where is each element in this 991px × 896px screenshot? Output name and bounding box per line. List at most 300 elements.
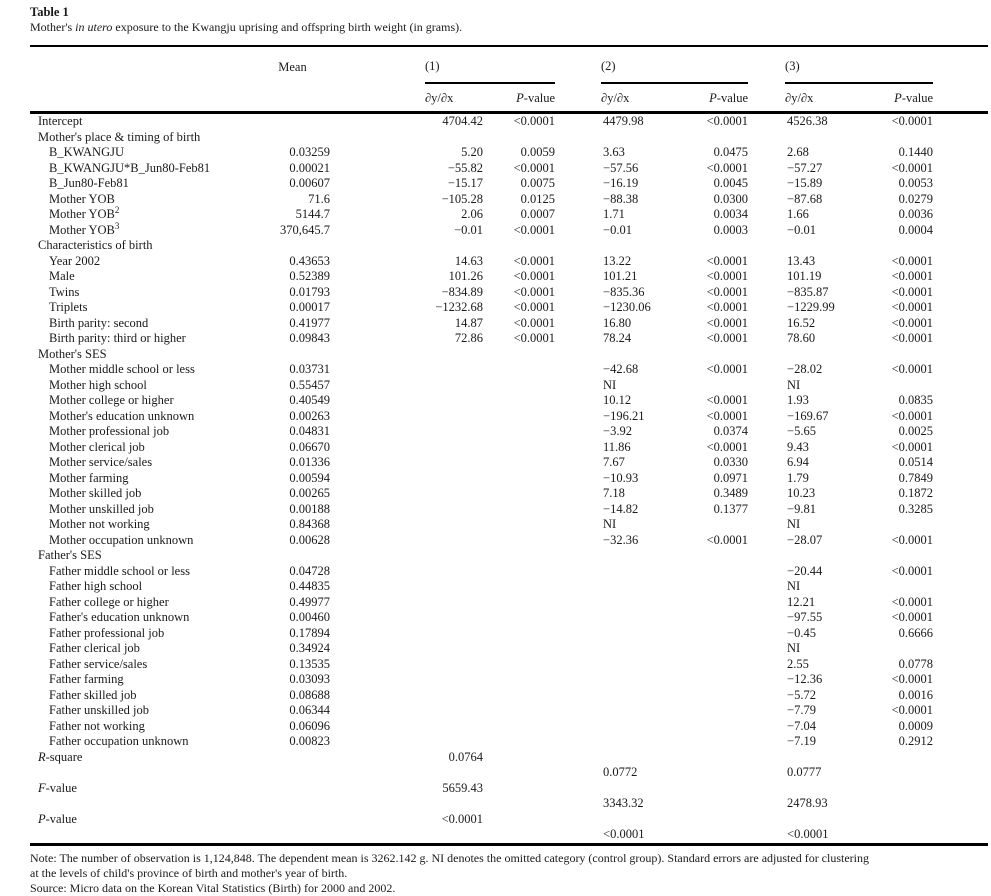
spacer-cell (933, 812, 988, 828)
spacer-cell (330, 161, 425, 177)
caption-text: exposure to the Kwangju uprising and offspring birth weight (in grams). (112, 20, 463, 34)
dydx-cell (425, 393, 483, 409)
dydx-cell: 72.86 (454, 331, 483, 345)
summary-values-row (30, 796, 988, 812)
spacer-cell (555, 626, 601, 642)
pvalue-cell: <0.0001 (513, 300, 556, 314)
spacer-cell (933, 300, 988, 316)
spacer-cell (933, 161, 988, 177)
spacer-cell (748, 254, 785, 270)
caption-text: Mother's (30, 20, 76, 34)
dydx-cell: 7.18 (603, 486, 625, 500)
mean-cell: 0.01336 (289, 455, 330, 469)
spacer-cell (933, 734, 988, 750)
mean-cell: 0.84368 (289, 517, 330, 531)
spacer-cell (555, 300, 601, 316)
spacer-cell (748, 626, 785, 642)
pvalue-cell (688, 734, 748, 750)
spacer-cell (933, 765, 988, 781)
dydx-cell (425, 595, 483, 611)
spacer-cell (933, 83, 988, 113)
table-row (30, 424, 988, 440)
pvalue-cell (483, 812, 555, 828)
pvalue-cell: <0.0001 (706, 300, 749, 314)
spacer-cell (330, 533, 425, 549)
pvalue-cell: 0.0036 (898, 207, 934, 221)
pvalue-cell (483, 765, 555, 781)
spacer-cell (555, 192, 601, 208)
spacer-cell (933, 130, 988, 146)
dydx-cell: 2.06 (461, 207, 483, 221)
spacer-cell (748, 812, 785, 828)
mean-cell: 370,645.7 (280, 222, 330, 237)
pvalue-cell: <0.0001 (513, 160, 556, 175)
dydx-cell: −87.68 (787, 191, 823, 206)
spacer-cell (748, 750, 785, 766)
pvalue-cell: 0.0279 (898, 191, 934, 206)
dydx-cell: −97.55 (787, 610, 823, 624)
table-row (30, 455, 988, 471)
spacer-cell (555, 331, 601, 347)
dydx-cell (425, 502, 483, 518)
row-label-cell: Father's education unknown (49, 610, 190, 624)
mean-cell: 0.13535 (289, 656, 330, 671)
spacer-cell (555, 269, 601, 285)
pvalue-cell (483, 486, 555, 502)
dydx-cell: 16.52 (787, 315, 816, 330)
dydx-cell (601, 734, 688, 750)
spacer-cell (933, 688, 988, 704)
pvalue-cell (875, 347, 933, 363)
dydx-cell: −5.72 (787, 687, 816, 702)
pvalue-cell (688, 657, 748, 673)
dydx-cell: −28.07 (787, 532, 823, 547)
spacer-cell (330, 300, 425, 316)
pvalue-cell: <0.0001 (891, 532, 934, 547)
spacer-cell (748, 548, 785, 564)
dydx-cell (425, 378, 483, 394)
table-body (30, 113, 988, 750)
sub-header-row (30, 83, 988, 113)
spacer-cell (330, 672, 425, 688)
spacer-cell (748, 223, 785, 239)
pvalue-cell (483, 827, 555, 844)
pvalue-cell: 0.0330 (713, 455, 749, 469)
spacer-cell (555, 207, 601, 223)
pvalue-cell (688, 595, 748, 611)
dydx-cell (425, 672, 483, 688)
mean-cell: 0.43653 (289, 253, 330, 268)
dydx-cell (785, 130, 875, 146)
spacer-cell (330, 130, 425, 146)
spacer-cell (933, 223, 988, 239)
dydx-cell (601, 688, 688, 704)
pvalue-cell (688, 750, 748, 766)
table-caption (30, 20, 988, 35)
mean-cell: 0.04831 (289, 424, 330, 438)
spacer-cell (933, 192, 988, 208)
mean-cell (255, 130, 330, 146)
row-label-cell: Father high school (49, 579, 143, 593)
spacer-cell (555, 564, 601, 580)
pvalue-cell: <0.0001 (706, 269, 749, 283)
summary-values-row (30, 765, 988, 781)
row-label-cell: Twins (49, 284, 80, 299)
pvalue-cell (483, 533, 555, 549)
table-row (30, 657, 988, 673)
pvalue-cell: 0.3489 (713, 486, 749, 500)
pvalue-cell: <0.0001 (891, 269, 934, 283)
dydx-cell: −9.81 (787, 501, 816, 516)
summary-row (30, 812, 988, 828)
spacer-cell (555, 254, 601, 270)
dydx-cell: −169.67 (787, 408, 829, 423)
dydx-cell: 10.12 (603, 393, 632, 407)
mean-cell: 71.6 (308, 191, 330, 206)
dydx-cell: 13.43 (787, 253, 816, 268)
pvalue-cell: <0.0001 (891, 331, 934, 345)
pvalue-cell: <0.0001 (513, 269, 556, 283)
pvalue-cell (483, 626, 555, 642)
spacer-cell (330, 641, 425, 657)
pvalue-cell (483, 362, 555, 378)
pvalue-cell (483, 781, 555, 797)
pvalue-cell (483, 734, 555, 750)
dydx-cell: 12.21 (787, 594, 816, 609)
pvalue-cell (875, 378, 933, 394)
dydx-cell (785, 548, 875, 564)
pvalue-cell (483, 579, 555, 595)
row-label-cell: Mother farming (49, 470, 129, 485)
dydx-cell (425, 626, 483, 642)
table-row (30, 207, 988, 223)
spacer-cell (748, 113, 785, 130)
pvalue-cell (688, 672, 748, 688)
pvalue-cell: <0.0001 (891, 439, 934, 454)
spacer-cell (330, 703, 425, 719)
table-row (30, 409, 988, 425)
dydx-cell (425, 486, 483, 502)
table-row (30, 564, 988, 580)
dydx-cell (425, 719, 483, 735)
mean-cell: 0.00017 (289, 300, 330, 314)
dydx-cell: 1.66 (787, 207, 809, 221)
spacer-cell (555, 610, 601, 626)
pvalue-cell (483, 703, 555, 719)
pvalue-cell (483, 378, 555, 394)
spacer-cell (555, 393, 601, 409)
pvalue-cell (483, 548, 555, 564)
dydx-cell: 101.26 (448, 269, 483, 283)
spacer-cell (748, 703, 785, 719)
mean-cell (255, 548, 330, 564)
row-label-cell: B_KWANGJU (49, 145, 124, 159)
mean-cell (255, 812, 330, 828)
mean-cell: 0.00263 (289, 408, 330, 423)
row-label-cell: Mother middle school or less (49, 362, 195, 376)
spacer-cell (330, 409, 425, 425)
spacer-cell (555, 238, 601, 254)
dydx-cell: −15.89 (787, 176, 823, 190)
pvalue-cell: 0.6666 (898, 625, 934, 640)
dydx-cell: 5.20 (461, 145, 483, 159)
dydx-cell: −15.17 (447, 176, 483, 190)
pvalue-cell (483, 502, 555, 518)
spacer-cell (748, 719, 785, 735)
spacer-cell (555, 703, 601, 719)
spacer-cell (748, 331, 785, 347)
pvalue-cell (483, 409, 555, 425)
row-label-cell: Father professional job (49, 625, 165, 640)
pvalue-cell (875, 812, 933, 828)
spacer-cell (30, 83, 255, 113)
pvalue-cell: <0.0001 (706, 393, 749, 407)
spacer-cell (933, 378, 988, 394)
table-row (30, 440, 988, 456)
spacer-cell (933, 781, 988, 797)
dydx-cell: −834.89 (441, 284, 483, 299)
row-label-cell: Mother professional job (49, 424, 170, 438)
pvalue-cell (483, 595, 555, 611)
dydx-cell (425, 827, 483, 844)
spacer-cell (555, 176, 601, 192)
pvalue-cell (688, 812, 748, 828)
row-label-cell: Father middle school or less (49, 563, 190, 578)
spacer-cell (330, 657, 425, 673)
dydx-cell (425, 424, 483, 440)
pvalue-cell: 0.0971 (713, 470, 749, 485)
table-row (30, 300, 988, 316)
row-label-cell (30, 796, 255, 812)
summary-label-cell: F-value (38, 780, 77, 795)
spacer-cell (748, 424, 785, 440)
dydx-cell: −12.36 (787, 672, 823, 686)
dydx-cell (601, 781, 688, 797)
spacer-cell (330, 502, 425, 518)
spacer-cell (748, 285, 785, 301)
dydx-cell (425, 641, 483, 657)
mean-cell (255, 765, 330, 781)
pvalue-cell: 0.0007 (520, 207, 556, 221)
mean-cell: 0.01793 (289, 284, 330, 299)
column-header-pvalue-1: P-value (483, 83, 555, 113)
table-row (30, 626, 988, 642)
pvalue-cell (875, 579, 933, 595)
dydx-cell (601, 657, 688, 673)
pvalue-cell: <0.0001 (706, 315, 749, 330)
dydx-cell (601, 564, 688, 580)
column-header-mean: Mean (278, 60, 307, 74)
mean-cell: 0.52389 (289, 269, 330, 283)
dydx-cell: NI (787, 377, 801, 392)
spacer-cell (933, 440, 988, 456)
pvalue-cell (483, 641, 555, 657)
dydx-cell: −32.36 (603, 532, 639, 547)
spacer-cell (748, 502, 785, 518)
mean-cell: 0.00823 (289, 734, 330, 748)
pvalue-cell (483, 719, 555, 735)
spacer-cell (748, 46, 785, 83)
spacer-cell (748, 641, 785, 657)
spacer-cell (330, 223, 425, 239)
dydx-cell (425, 579, 483, 595)
pvalue-cell: 0.0034 (713, 207, 749, 221)
mean-cell: 0.44835 (289, 579, 330, 593)
pvalue-cell: <0.0001 (513, 284, 556, 299)
dydx-cell: −5.65 (787, 424, 816, 438)
dydx-cell (425, 409, 483, 425)
spacer-cell (933, 564, 988, 580)
spacer-cell (748, 455, 785, 471)
pvalue-cell: 0.0374 (713, 424, 749, 438)
dydx-cell (601, 703, 688, 719)
row-label-cell: Father unskilled job (49, 703, 149, 717)
dydx-cell: −0.01 (603, 222, 632, 237)
dydx-cell (601, 750, 688, 766)
dydx-cell: NI (787, 641, 801, 655)
pvalue-cell (483, 610, 555, 626)
spacer-cell (748, 440, 785, 456)
dydx-cell: 11.86 (603, 439, 631, 454)
pvalue-cell (688, 641, 748, 657)
spacer-cell (933, 626, 988, 642)
mean-cell (255, 347, 330, 363)
spacer-cell (748, 471, 785, 487)
pvalue-cell: 0.2912 (898, 734, 934, 748)
pvalue-cell: 0.0053 (898, 176, 934, 190)
spacer-cell (330, 113, 425, 130)
table-row (30, 161, 988, 177)
dydx-cell: NI (603, 517, 617, 531)
spacer-cell (330, 46, 425, 83)
spacer-cell (330, 316, 425, 332)
dydx-cell (425, 734, 483, 750)
spacer-cell (933, 362, 988, 378)
row-label-cell: Triplets (49, 300, 88, 314)
spacer-cell (748, 207, 785, 223)
spacer-cell (330, 362, 425, 378)
dydx-cell: <0.0001 (787, 827, 829, 841)
row-label-cell: Father college or higher (49, 594, 169, 609)
spacer-cell (933, 595, 988, 611)
mean-cell: 0.00021 (289, 160, 330, 175)
spacer-cell (330, 83, 425, 113)
dydx-cell: −42.68 (603, 362, 639, 376)
mean-cell: 0.00188 (289, 501, 330, 516)
dydx-cell: NI (603, 377, 617, 392)
dydx-cell: −28.02 (787, 362, 823, 376)
spacer-cell (330, 610, 425, 626)
spacer-cell (330, 796, 425, 812)
dydx-cell: 7.67 (603, 455, 625, 469)
summary-row (30, 781, 988, 797)
pvalue-cell: <0.0001 (891, 315, 934, 330)
spacer-cell (555, 424, 601, 440)
pvalue-cell (688, 719, 748, 735)
pvalue-cell (688, 564, 748, 580)
dydx-cell (601, 812, 688, 828)
spacer-cell (555, 440, 601, 456)
pvalue-cell: <0.0001 (706, 408, 749, 423)
pvalue-cell: 0.0475 (713, 145, 749, 159)
table-row (30, 517, 988, 533)
spacer-cell (555, 688, 601, 704)
dydx-cell: −0.01 (454, 222, 483, 237)
table-row (30, 734, 988, 750)
table-row (30, 378, 988, 394)
pvalue-cell (875, 827, 933, 844)
spacer-cell (933, 316, 988, 332)
spacer-cell (933, 176, 988, 192)
pvalue-cell (483, 455, 555, 471)
row-label-cell: Father occupation unknown (49, 734, 189, 748)
dydx-cell (425, 796, 483, 812)
spacer-cell (748, 827, 785, 844)
dydx-cell: 3.63 (603, 145, 625, 159)
spacer-cell (330, 734, 425, 750)
spacer-cell (933, 455, 988, 471)
spacer-cell (555, 657, 601, 673)
spacer-cell (330, 455, 425, 471)
spacer-cell (933, 347, 988, 363)
spacer-cell (555, 455, 601, 471)
row-label-cell: Father not working (49, 718, 145, 733)
dydx-cell (785, 238, 875, 254)
row-label-cell: Mother college or higher (49, 393, 174, 407)
spacer-cell (330, 688, 425, 704)
mean-cell: 0.08688 (289, 687, 330, 702)
pvalue-cell: <0.0001 (706, 284, 749, 299)
spacer-cell (555, 113, 601, 130)
pvalue-cell: <0.0001 (891, 594, 934, 609)
dydx-cell: 1.71 (603, 207, 625, 221)
pvalue-cell: 0.3285 (898, 501, 934, 516)
spacer-cell (330, 238, 425, 254)
pvalue-cell (875, 641, 933, 657)
pvalue-cell: 0.1872 (898, 486, 934, 500)
dydx-cell: −16.19 (603, 176, 639, 190)
dydx-cell: 14.63 (454, 253, 483, 268)
spacer-cell (555, 145, 601, 161)
spacer-cell (555, 471, 601, 487)
pvalue-cell (483, 347, 555, 363)
spacer-cell (555, 812, 601, 828)
mean-cell: 0.41977 (289, 315, 330, 330)
dydx-cell (601, 579, 688, 595)
pvalue-cell (875, 130, 933, 146)
pvalue-cell (483, 750, 555, 766)
column-header-pvalue-3: P-value (875, 83, 933, 113)
spacer-cell (330, 269, 425, 285)
table-row (30, 192, 988, 208)
dydx-cell (425, 362, 483, 378)
note-line-2: at the levels of child's province of birth and mother's year of birth. (30, 865, 348, 880)
mean-cell (255, 750, 330, 766)
dydx-cell (785, 781, 875, 797)
pvalue-cell (688, 517, 748, 533)
dydx-cell: 1.93 (787, 393, 809, 407)
spacer-cell (330, 145, 425, 161)
spacer-cell (748, 83, 785, 113)
table-row (30, 595, 988, 611)
pvalue-cell (688, 703, 748, 719)
pvalue-cell: <0.0001 (891, 563, 934, 578)
row-label-cell: B_KWANGJU*B_Jun80-Feb81 (49, 160, 211, 175)
pvalue-cell: <0.0001 (891, 114, 934, 128)
pvalue-cell (875, 765, 933, 781)
spacer-cell (748, 765, 785, 781)
dydx-cell: 14.87 (454, 315, 483, 330)
